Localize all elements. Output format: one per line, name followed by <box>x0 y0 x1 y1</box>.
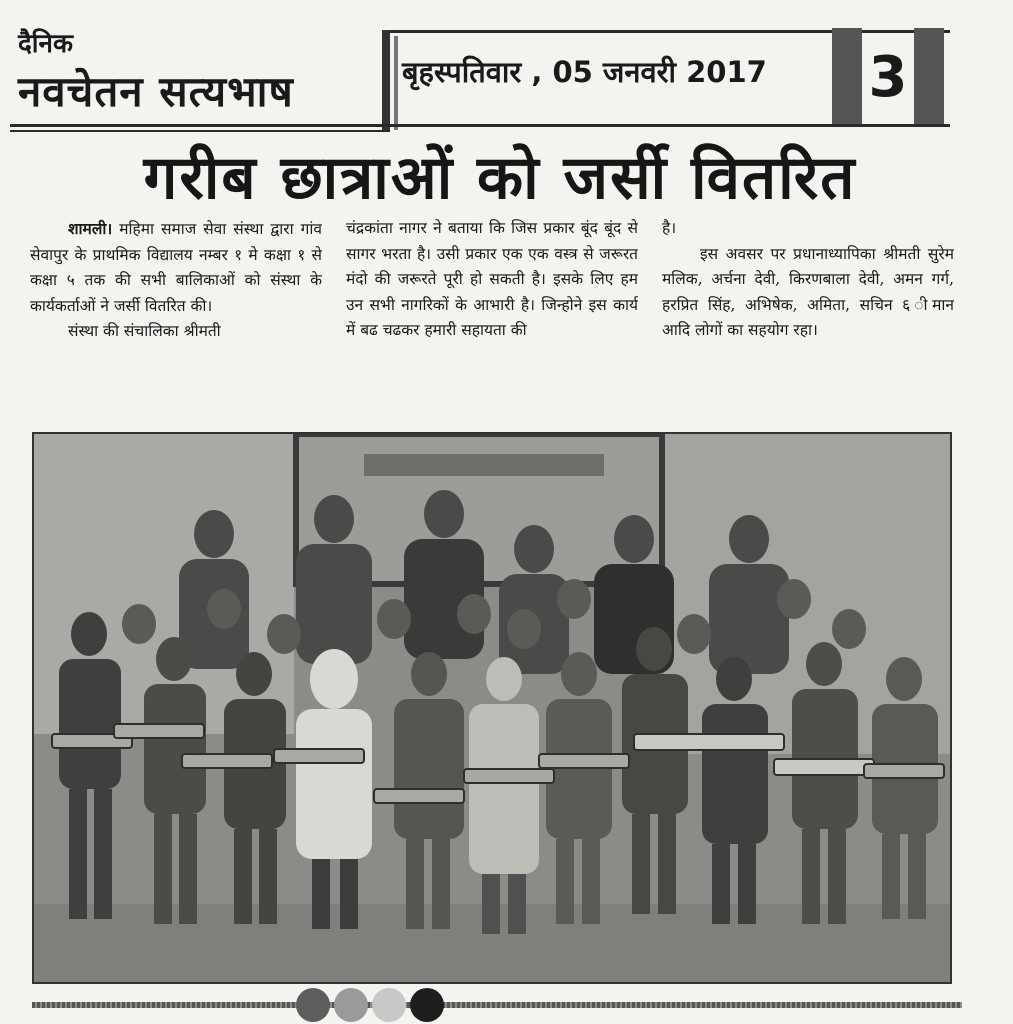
group-photo <box>32 432 952 984</box>
page-number-block-right <box>914 28 944 126</box>
page-number: 3 <box>868 45 908 110</box>
article-column-1 <box>30 216 322 431</box>
footer-dot <box>410 988 444 1022</box>
article-paragraph: चंद्रकांता नागर ने बताया कि जिस प्रकार बूंद बूंद से सागर भरता है। उसी प्रकार एक एक वस्त्र से जरूरत मंदो की जरूरते पूरी हो सकती है। इसके लिए हम उन सभी नागरिकों के आभारी है। जिन्होने इस कार्य में बढ चढकर हमारी सहायता की <box>346 219 638 339</box>
article-headline: गरीब छात्राओं को जर्सी वितरित <box>143 143 857 213</box>
article-paragraph <box>30 216 322 319</box>
masthead-rule-bottom-thin <box>10 130 390 132</box>
footer-rule <box>32 1002 962 1008</box>
footer-dot <box>296 988 330 1022</box>
article-paragraph: संस्था की संचालिका श्रीमती <box>68 322 221 340</box>
article-paragraph: है। <box>662 219 677 237</box>
group-photo-illustration <box>34 434 950 982</box>
masthead <box>10 22 1000 132</box>
newspaper-name-prefix: दैनिक <box>18 29 73 59</box>
masthead-separator <box>382 30 390 130</box>
masthead-rule-bottom <box>10 124 950 127</box>
article-column-2 <box>346 216 638 431</box>
footer-dot <box>334 988 368 1022</box>
newspaper-name: नवचेतन सत्यभाष <box>18 67 294 116</box>
footer-dot <box>372 988 406 1022</box>
article-text: महिमा समाज सेवा संस्था द्वारा गांव सेवापुर के प्राथमिक विद्यालय नम्बर १ मे कक्षा १ से कक्षा ५ तक की सभी बालिकाओं को संस्था के कार्यकर्ताओं ने जर्सी वितरित की। <box>30 220 322 315</box>
article-paragraph: इस अवसर पर प्रधानाध्यापिका श्रीमती सुरेम मलिक, अर्चना देवी, किरणबाला देवी, अमन गर्ग, हरप्रित सिंह, अभिषेक, अमिता, सचिन ६ ीमान आदि लोगों का सहयोग रहा। <box>662 244 954 339</box>
article-dateline: शामली। <box>68 219 113 238</box>
page-number-block-left <box>832 28 862 126</box>
issue-date: बृहस्पतिवार , 05 जनवरी 2017 <box>402 55 767 89</box>
article-column-3 <box>662 216 954 431</box>
masthead-separator-thin <box>394 36 398 130</box>
masthead-rule-top <box>390 30 950 33</box>
article-body <box>30 216 960 431</box>
